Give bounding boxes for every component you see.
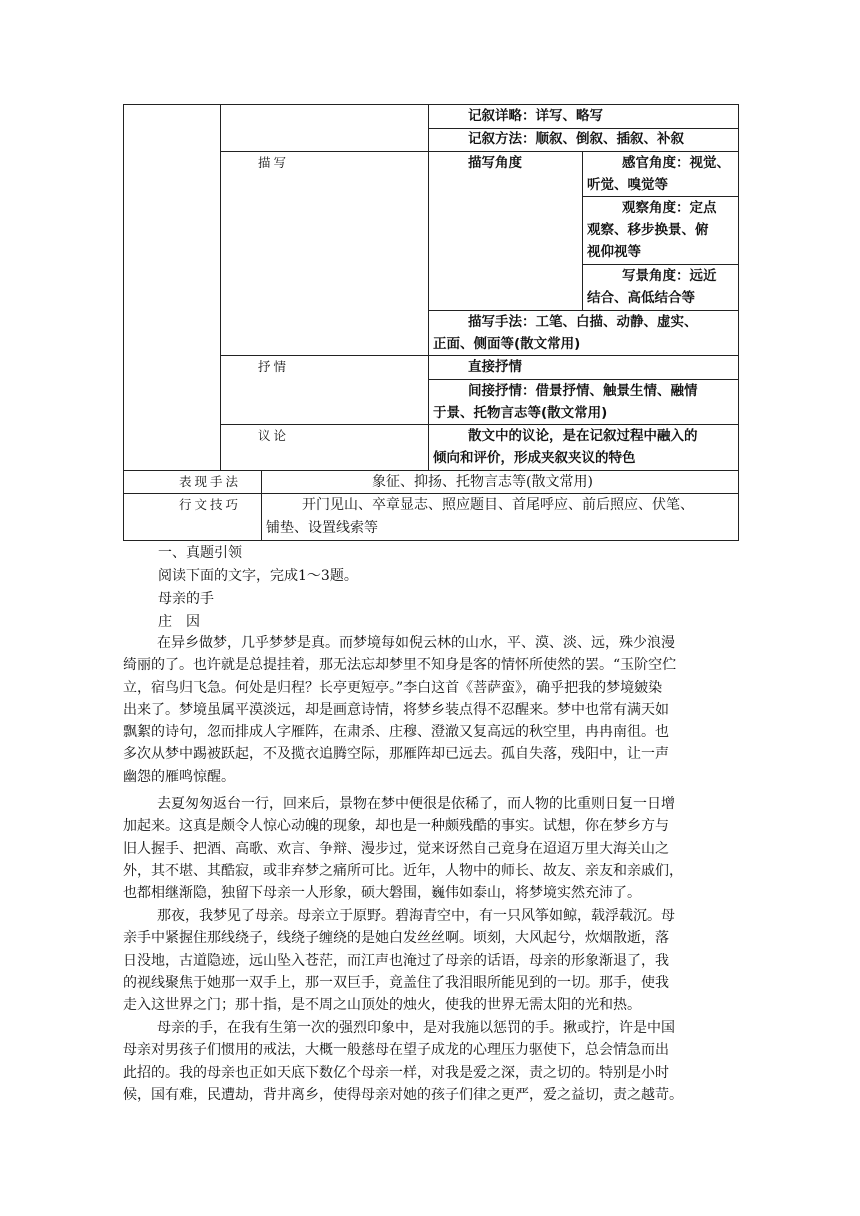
paragraph-line: 去夏匆匆返台一行，回来后，景物在梦中便很是依稀了，而人物的比重则日复一日增 <box>157 796 675 812</box>
cell-writing-line1: 开门见山、卒章显志、照应题目、首尾呼应、前后照应、伏笔、 <box>302 497 694 513</box>
paragraph-line: 的视线聚焦于她那一双手上，那一双巨手，竟盖住了我泪眼所能见到的一切。那手，使我 <box>123 974 669 991</box>
cell-lyric-direct: 直接抒情 <box>468 359 522 375</box>
cell-narrate-detail: 记叙详略：详写、略写 <box>468 108 603 124</box>
paragraph-line: 绮丽的了。也许就是总提挂着，那无法忘却梦里不知身是客的情怀所使然的罢。“玉阶空伫 <box>123 657 677 674</box>
cell-describe-label: 描写 <box>258 155 290 170</box>
table-rule <box>428 104 429 470</box>
cell-narrate-method: 记叙方法：顺叙、倒叙、插叙、补叙 <box>468 131 684 147</box>
paragraph-4 <box>123 1017 741 1106</box>
paragraph-3 <box>123 905 741 1016</box>
table-rule <box>582 151 583 310</box>
section-heading: 一、真题引领 <box>158 545 242 561</box>
cell-expression-value: 象征、抑扬、托物言志等(散文常用) <box>372 474 593 490</box>
paragraph-2 <box>123 793 741 904</box>
cell-argue-label: 议论 <box>258 428 290 443</box>
cell-lyric-indirect-line1: 间接抒情：借景抒情、触景生情、融情 <box>468 383 698 399</box>
paragraph-line: 母亲对男孩子们惯用的戒法，大概一般慈母在望子成龙的心理压力驱使下，总会情急而出 <box>123 1042 669 1059</box>
table-rule <box>220 104 221 470</box>
cell-argue-line1: 散文中的议论，是在记叙过程中融入的 <box>468 428 698 444</box>
cell-technique-line2: 正面、侧面等(散文常用) <box>433 336 581 352</box>
paragraph-line: 日没地，古道隐迹，远山坠入苍茫，而江声也淹过了母亲的话语，母亲的形象渐退了，我 <box>123 952 669 969</box>
paragraph-line: 候，国有难，民遭劫，背井离乡，使得母亲对她的孩子们律之更严，爱之益切，责之越苛。 <box>123 1086 683 1103</box>
paragraph-line: 亲手中紧握住那线绕子，线绕子缠绕的是她白发丝丝啊。顷刻，大风起兮，炊烟散逝，落 <box>123 930 669 947</box>
cell-technique-line1: 描写手法：工笔、白描、动静、虚实、 <box>468 314 698 330</box>
cell-writing-line2: 铺垫、设置线索等 <box>266 520 378 536</box>
cell-lyric-label: 抒情 <box>258 359 290 374</box>
paragraph-line: 飘絮的诗句，忽而排成人字雁阵，在肃杀、庄穆、澄澈又复高远的秋空里，冉冉南徂。也 <box>123 724 669 741</box>
instruction-text: 阅读下面的文字，完成1～3题。 <box>158 568 358 584</box>
paragraph-1 <box>123 632 741 788</box>
table-border <box>738 104 739 541</box>
paragraph-line: 幽怨的雁鸣惊醒。 <box>123 768 235 785</box>
essay-title: 母亲的手 <box>158 591 214 607</box>
paragraph-line: 旧人握手、把酒、高歌、欢言、争辩、漫步过，觉来讶然自己竟身在迢迢万里大海关山之 <box>123 840 669 857</box>
table-border <box>123 540 739 541</box>
cell-scenery-line2: 结合、高低结合等 <box>587 290 695 306</box>
paragraph-line: 多次从梦中踢被跃起，不及揽衣追腾空际，那雁阵却已远去。孤自失落，残阳中，让一声 <box>123 746 669 763</box>
cell-senses-line1: 感官角度：视觉、 <box>622 155 730 171</box>
paragraph-line: 在异乡做梦，几乎梦梦是真。而梦境每如倪云林的山水，平、漠、淡、远，殊少浪漫 <box>157 635 675 651</box>
cell-scenery-line1: 写景角度：远近 <box>622 268 717 284</box>
paragraph-line: 走入这世界之门；那十指，是不周之山顶处的烛火，使我的世界无需太阳的光和热。 <box>123 997 641 1014</box>
cell-describe-angle: 描写角度 <box>468 155 522 171</box>
cell-argue-line2: 倾向和评价，形成夹叙夹议的特色 <box>433 450 636 466</box>
table-rule <box>261 470 262 540</box>
paragraph-line: 外，其不堪、其酷寂，或非弃梦之痛所可比。近年，人物中的师长、故友、亲友和亲戚们， <box>123 862 683 879</box>
paragraph-line: 出来了。梦境虽属平漠淡远，却是画意诗情，将梦乡装点得不忍醒来。梦中也常有满天如 <box>123 701 669 718</box>
cell-expression-label: 表现手法 <box>179 474 242 489</box>
cell-writing-label: 行文技巧 <box>179 497 242 512</box>
paragraph-line: 加起来。这真是颇令人惊心动魄的现象，却也是一种颇残酷的事实。试想，你在梦乡方与 <box>123 818 669 835</box>
cell-lyric-indirect-line2: 于景、托物言志等(散文常用) <box>433 405 608 421</box>
cell-observe-line1: 观察角度：定点 <box>622 200 717 216</box>
paragraph-line: 母亲的手，在我有生第一次的强烈印象中，是对我施以惩罚的手。揪或拧，许是中国 <box>157 1020 675 1036</box>
cell-senses-line2: 听觉、嗅觉等 <box>587 177 668 193</box>
paragraph-line: 也都相继渐隐，独留下母亲一人形象，硕大磐围，巍伟如泰山，将梦境实然充沛了。 <box>123 885 641 902</box>
paragraph-line: 立，宿鸟归飞急。何处是归程？长亭更短亭。”李白这首《菩萨蛮》，确乎把我的梦境皴染 <box>123 679 663 696</box>
table-border <box>123 104 739 105</box>
essay-author: 庄 因 <box>158 614 200 630</box>
cell-observe-line3: 视仰视等 <box>587 244 641 260</box>
paragraph-line: 此招的。我的母亲也正如天底下数亿个母亲一样，对我是爱之深，责之切的。特别是小时 <box>123 1064 669 1081</box>
table-border <box>123 104 124 541</box>
cell-observe-line2: 观察、移步换景、俯 <box>587 222 709 238</box>
paragraph-line: 那夜，我梦见了母亲。母亲立于原野。碧海青空中，有一只风筝如鲸，载浮载沉。母 <box>157 908 675 924</box>
